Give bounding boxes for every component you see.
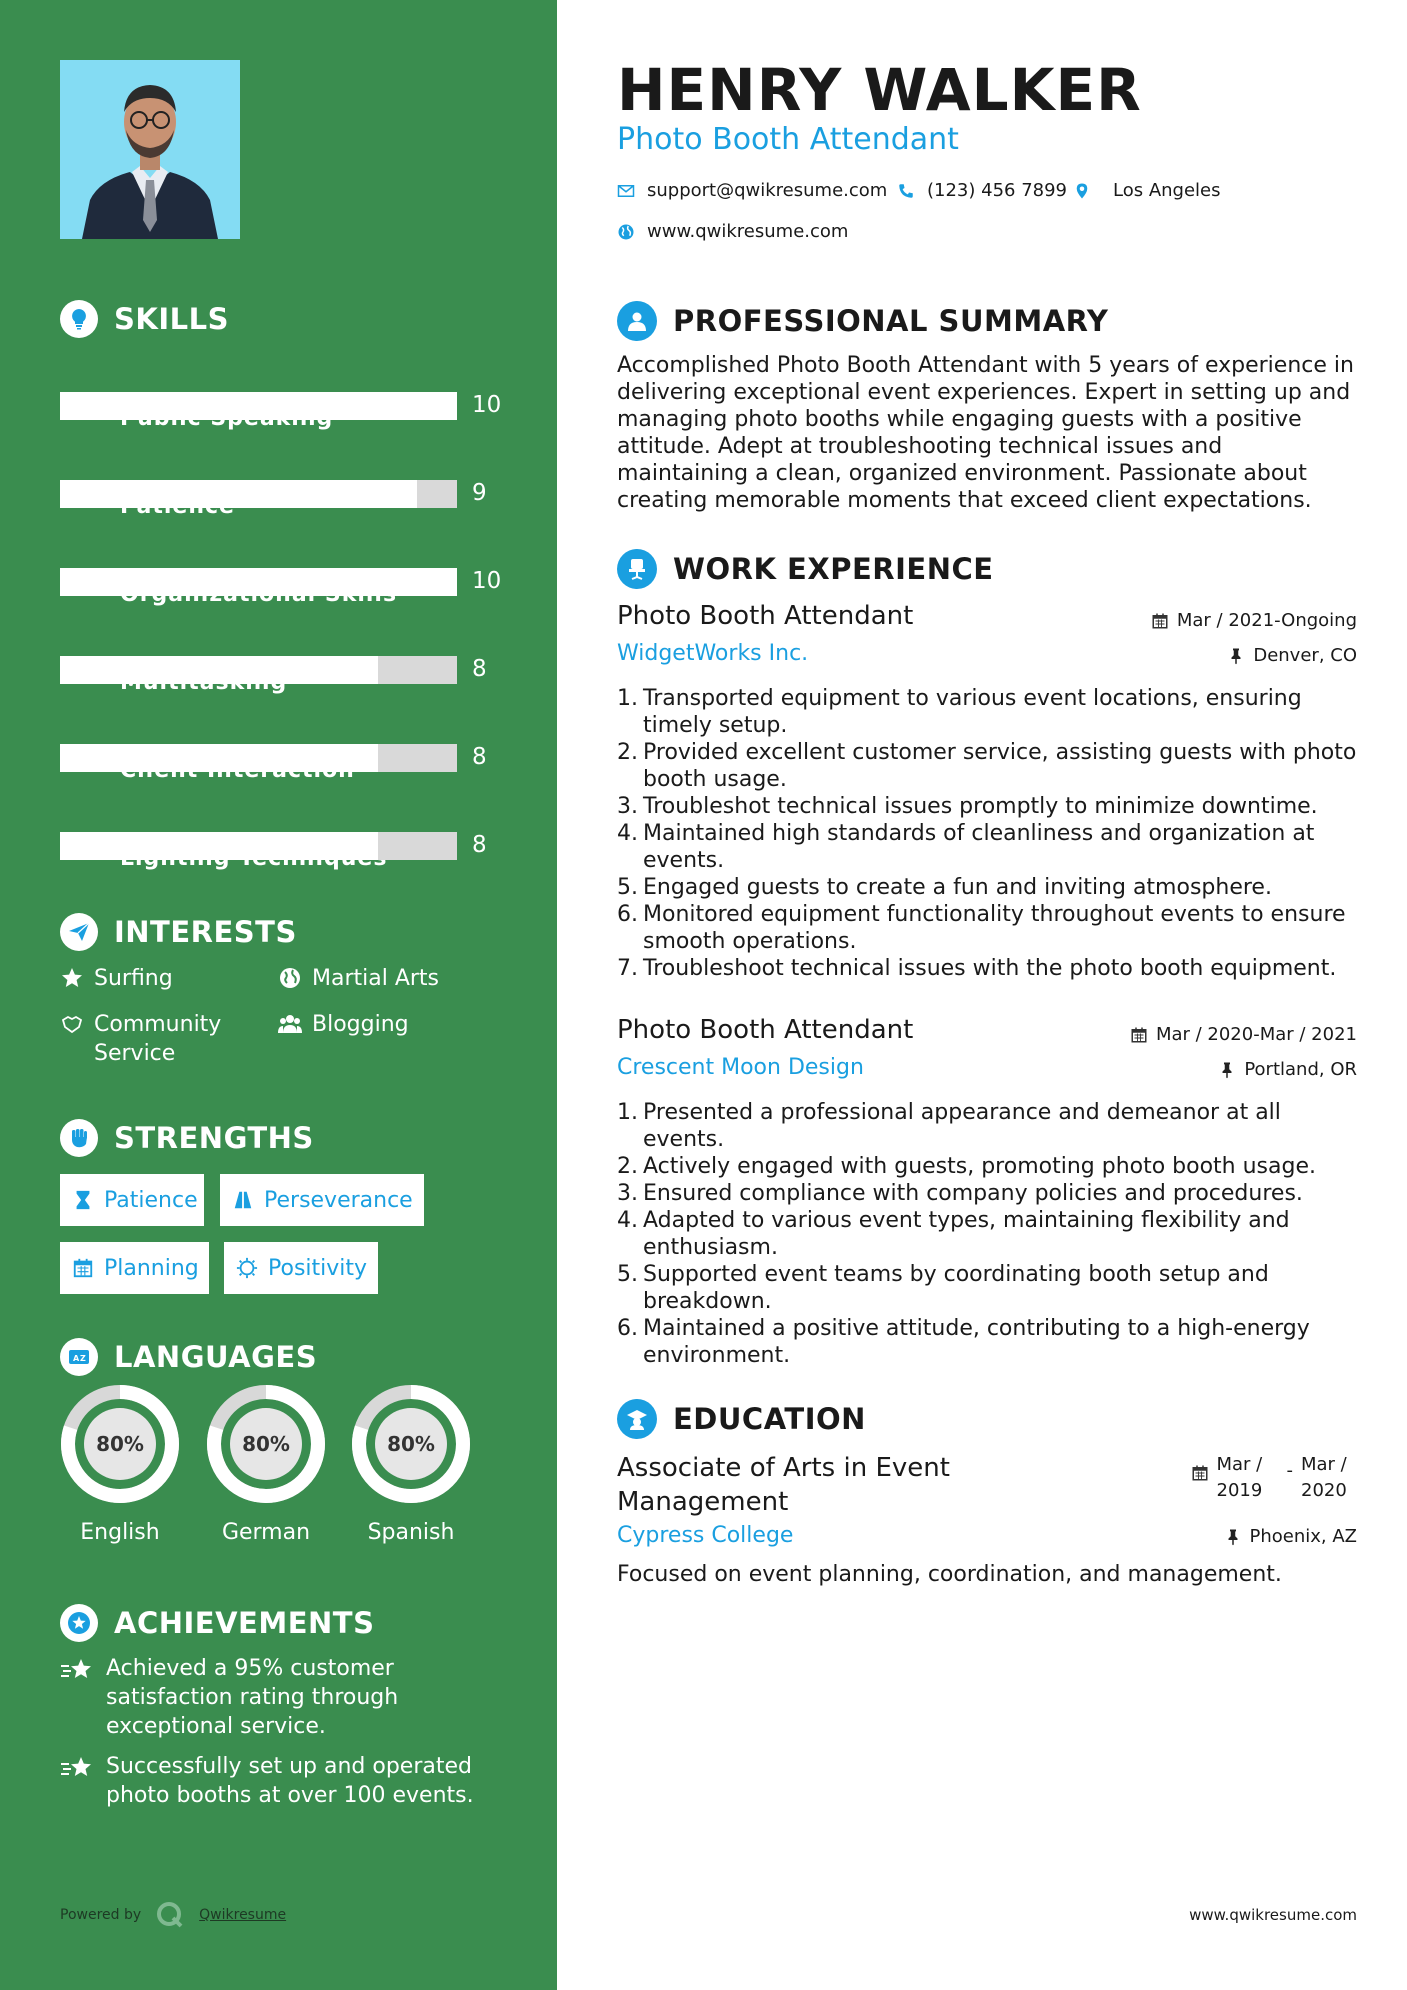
handshake-icon	[60, 1012, 84, 1036]
skill-bar-fill	[60, 744, 378, 772]
sun-icon	[236, 1257, 258, 1279]
strength-chip	[220, 1174, 424, 1226]
skill-bar-fill	[60, 656, 378, 684]
envelope-icon	[617, 182, 635, 200]
calendar-icon	[1191, 1464, 1209, 1482]
phone-icon	[897, 182, 915, 200]
skill-bar	[60, 568, 457, 596]
language-percent: 80%	[387, 1432, 435, 1456]
duty-number: 6.	[617, 1316, 638, 1341]
job-location-text: Portland, OR	[1244, 1059, 1357, 1080]
calendar-icon	[1151, 612, 1169, 630]
email-text[interactable]: support@qwikresume.com	[647, 180, 888, 201]
duty-item	[617, 1180, 1357, 1207]
duty-item	[617, 955, 1357, 982]
job-duties	[617, 685, 1357, 982]
profile-photo	[60, 60, 240, 239]
language-item	[58, 1382, 182, 1545]
language-icon	[60, 1338, 98, 1376]
skill-value: 10	[472, 568, 502, 594]
duty-item	[617, 1207, 1357, 1261]
languages-heading	[60, 1338, 317, 1376]
strength-chip	[60, 1174, 204, 1226]
job-location	[1218, 1059, 1357, 1080]
job-title: Photo Booth Attendant	[617, 1015, 914, 1045]
skill-bar-fill	[60, 832, 378, 860]
strength-label: Positivity	[268, 1255, 368, 1281]
achievement-text: Successfully set up and operated photo booths at over 100 events.	[106, 1754, 474, 1808]
shooting-star-icon	[60, 1656, 94, 1686]
duty-item	[617, 685, 1357, 739]
skill-value: 8	[472, 656, 487, 682]
phone-text[interactable]: (123) 456 7899	[927, 180, 1068, 201]
job-location	[1227, 645, 1357, 666]
skill-bar	[60, 480, 457, 508]
education-description: Focused on event planning, coordination, and management.	[617, 1562, 1282, 1587]
globe-icon	[617, 223, 635, 241]
language-ring	[204, 1382, 328, 1506]
graduate-icon	[617, 1399, 657, 1439]
duty-text: Presented a professional appearance and demeanor at all events.	[643, 1100, 1281, 1152]
skills-title: SKILLS	[114, 302, 229, 336]
duty-item	[617, 1153, 1357, 1180]
duty-item	[617, 739, 1357, 793]
duty-item	[617, 1315, 1357, 1369]
job-dates	[1130, 1024, 1357, 1045]
star-badge-icon	[60, 1604, 98, 1642]
job-dates-text: Mar / 2020-Mar / 2021	[1155, 1024, 1357, 1045]
duty-number: 5.	[617, 875, 638, 900]
summary-heading	[617, 301, 1108, 341]
interest-item	[278, 1010, 409, 1039]
achievement-item	[60, 1752, 520, 1810]
skill-bar	[60, 392, 457, 420]
language-name: English	[80, 1520, 160, 1545]
summary-text: Accomplished Photo Booth Attendant with 5 years of experience in delivering exceptional event experiences. Expert in setting up and managing photo booths while engaging guests with a positive attitude. Adept at troubleshooting technical issues and maintaining a clean, organized environment. Passionate about creating memorable moments that exceed client expectations.	[617, 353, 1354, 513]
interest-label: Community Service	[94, 1012, 222, 1066]
duty-text: Troubleshot technical issues promptly to minimize downtime.	[643, 794, 1318, 819]
strength-chip	[60, 1242, 209, 1294]
achievement-text: Achieved a 95% customer satisfaction rating through exceptional service.	[106, 1656, 399, 1739]
contact-website	[617, 221, 848, 242]
candidate-role: Photo Booth Attendant	[617, 122, 959, 157]
skill-bar-fill	[60, 392, 457, 420]
shooting-star-icon	[60, 1754, 94, 1784]
fist-icon	[60, 1119, 98, 1157]
location-text: Los Angeles	[1113, 180, 1221, 201]
calendar-icon	[72, 1257, 94, 1279]
skill-value: 8	[472, 832, 487, 858]
main-content	[557, 0, 1407, 1990]
education-title: EDUCATION	[673, 1402, 866, 1436]
job-dates	[1151, 610, 1357, 631]
pushpin-icon	[1227, 647, 1245, 665]
chair-icon	[617, 549, 657, 589]
strength-label: Patience	[104, 1187, 198, 1213]
map-pin-icon	[1073, 182, 1091, 200]
candidate-name: HENRY WALKER	[617, 56, 1142, 124]
pushpin-icon	[1224, 1528, 1242, 1546]
company-name: WidgetWorks Inc.	[617, 641, 809, 666]
duty-item	[617, 793, 1357, 820]
user-icon	[617, 301, 657, 341]
interests-heading	[60, 913, 297, 951]
education-dates: Mar / 2019 - Mar / 2020	[1191, 1452, 1358, 1504]
duty-number: 6.	[617, 902, 638, 927]
duty-number: 3.	[617, 794, 638, 819]
achievements-title: ACHIEVEMENTS	[114, 1606, 375, 1640]
qwikresume-link[interactable]: Qwikresume	[199, 1907, 287, 1923]
road-icon	[232, 1189, 254, 1211]
website-text[interactable]: www.qwikresume.com	[647, 221, 849, 242]
duty-number: 7.	[617, 956, 638, 981]
experience-title: WORK EXPERIENCE	[673, 552, 994, 586]
experience-heading	[617, 549, 994, 589]
interests-title: INTERESTS	[114, 915, 297, 949]
calendar-icon	[1130, 1026, 1148, 1044]
hourglass-icon	[72, 1189, 94, 1211]
interest-item	[60, 964, 173, 993]
duty-number: 1.	[617, 1100, 638, 1125]
skill-bar	[60, 744, 457, 772]
duty-number: 2.	[617, 1154, 638, 1179]
duty-number: 1.	[617, 686, 638, 711]
interest-item	[60, 1010, 260, 1068]
language-ring	[349, 1382, 473, 1506]
language-ring	[58, 1382, 182, 1506]
duty-text: Actively engaged with guests, promoting photo booth usage.	[643, 1154, 1316, 1179]
duty-item	[617, 820, 1357, 874]
duty-item	[617, 1261, 1357, 1315]
qwikresume-logo-icon	[155, 1900, 185, 1930]
skill-bar-fill	[60, 480, 417, 508]
languages-title: LANGUAGES	[114, 1340, 318, 1374]
skill-bar	[60, 832, 457, 860]
school-name: Cypress College	[617, 1523, 794, 1548]
duty-item	[617, 874, 1357, 901]
strength-label: Planning	[104, 1255, 199, 1281]
interest-label: Surfing	[94, 966, 173, 991]
strength-label: Perseverance	[264, 1187, 413, 1213]
svg-text:Z: Z	[80, 1354, 86, 1363]
duty-text: Transported equipment to various event locations, ensuring timely setup.	[643, 686, 1302, 738]
job-duties	[617, 1099, 1357, 1369]
svg-text:A: A	[73, 1354, 80, 1363]
language-percent: 80%	[242, 1432, 290, 1456]
education-heading	[617, 1399, 866, 1439]
language-item	[204, 1382, 328, 1545]
paper-plane-icon	[60, 913, 98, 951]
contact-location	[1073, 180, 1221, 201]
duty-text: Troubleshoot technical issues with the photo booth equipment.	[643, 956, 1337, 981]
job-title: Photo Booth Attendant	[617, 601, 914, 631]
strengths-heading	[60, 1119, 314, 1157]
duty-text: Provided excellent customer service, assisting guests with photo booth usage.	[643, 740, 1357, 792]
duty-text: Monitored equipment functionality throughout events to ensure smooth operations.	[643, 902, 1346, 954]
strengths-title: STRENGTHS	[114, 1121, 314, 1155]
duty-number: 4.	[617, 1208, 638, 1233]
duty-text: Maintained high standards of cleanliness and organization at events.	[643, 821, 1315, 873]
sidebar	[0, 0, 557, 1990]
language-name: German	[221, 1520, 311, 1545]
education-end: Mar / 2020	[1301, 1454, 1347, 1501]
lightbulb-icon	[60, 300, 98, 338]
duty-text: Maintained a positive attitude, contributing to a high-energy environment.	[643, 1316, 1310, 1368]
duty-text: Engaged guests to create a fun and inviting atmosphere.	[643, 875, 1272, 900]
duty-text: Ensured compliance with company policies and procedures.	[643, 1181, 1303, 1206]
duty-number: 5.	[617, 1262, 638, 1287]
globe-icon	[278, 966, 302, 990]
skill-bar-fill	[60, 568, 457, 596]
language-name: Spanish	[367, 1520, 455, 1545]
duty-text: Supported event teams by coordinating booth setup and breakdown.	[643, 1262, 1269, 1314]
language-item	[349, 1382, 473, 1545]
skill-value: 10	[472, 392, 502, 418]
duty-item	[617, 901, 1357, 955]
skill-value: 9	[472, 480, 487, 506]
pushpin-icon	[1218, 1061, 1236, 1079]
education-location	[1224, 1526, 1358, 1547]
duty-number: 3.	[617, 1181, 638, 1206]
job-location-text: Denver, CO	[1253, 645, 1357, 666]
contact-phone	[897, 180, 1067, 201]
skill-value: 8	[472, 744, 487, 770]
language-percent: 80%	[96, 1432, 144, 1456]
interest-label: Martial Arts	[312, 966, 440, 991]
powered-by	[60, 1900, 286, 1930]
education-start: Mar / 2019	[1216, 1454, 1263, 1501]
duty-number: 2.	[617, 740, 638, 765]
achievement-item	[60, 1654, 520, 1741]
powered-by-label: Powered by	[60, 1907, 142, 1923]
duty-item	[617, 1099, 1357, 1153]
degree-title: Associate of Arts in Event Management	[617, 1453, 950, 1517]
education-location-text: Phoenix, AZ	[1249, 1526, 1357, 1547]
users-icon	[278, 1012, 302, 1036]
interest-label: Blogging	[312, 1012, 409, 1037]
company-name: Crescent Moon Design	[617, 1055, 864, 1080]
star-icon	[60, 966, 84, 990]
duty-text: Adapted to various event types, maintaining flexibility and enthusiasm.	[643, 1208, 1290, 1260]
interest-item	[278, 964, 439, 993]
strength-chip	[224, 1242, 378, 1294]
summary-title: PROFESSIONAL SUMMARY	[673, 304, 1109, 338]
job-dates-text: Mar / 2021-Ongoing	[1176, 610, 1357, 631]
skills-heading	[60, 300, 229, 338]
achievements-heading	[60, 1604, 374, 1642]
contact-email	[617, 180, 887, 201]
footer-website[interactable]: www.qwikresume.com	[1189, 1906, 1357, 1924]
skill-bar	[60, 656, 457, 684]
duty-number: 4.	[617, 821, 638, 846]
